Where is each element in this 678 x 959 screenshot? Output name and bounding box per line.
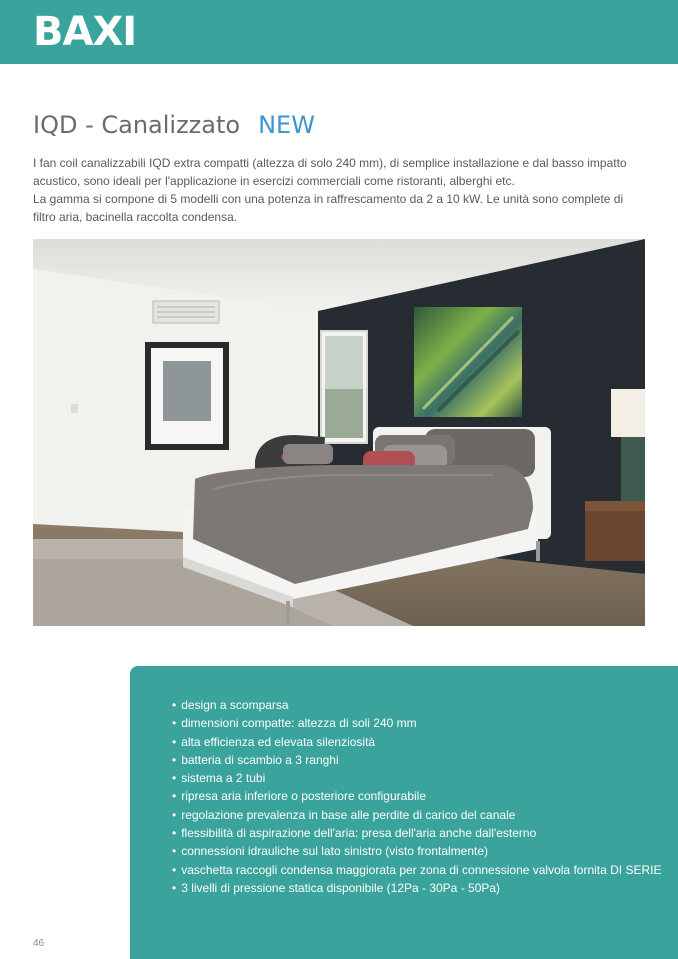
feature-item: • flessibilità di aspirazione dell'aria: presa dell'aria anche dall'esterno [172,824,672,842]
features-list [172,696,672,897]
feature-item: • 3 livelli di pressione statica disponibile (12Pa - 30Pa - 50Pa) [172,879,672,897]
product-title-row [33,108,315,142]
intro-text [33,154,645,226]
feature-item: • alta efficienza ed elevata silenziosità [172,733,672,751]
feature-item: • vaschetta raccogli condensa maggiorata per zona di connessione valvola fornita DI SERIE [172,861,672,879]
product-title: IQD - Canalizzato [33,111,241,139]
feature-item: • batteria di scambio a 3 ranghi [172,751,672,769]
feature-item: • sistema a 2 tubi [172,769,672,787]
feature-item: • regolazione prevalenza in base alle perdite di carico del canale [172,806,672,824]
intro-paragraph: I fan coil canalizzabili IQD extra compatti (altezza di solo 240 mm), di semplice installazione e dal basso impatto acustico, sono ideali per l'applicazione in esercizi commerciali come ristoranti, alberghi etc. [33,156,627,188]
feature-item: • design a scomparsa [172,696,672,714]
bedroom-photo [33,239,645,626]
bedroom-illustration [33,239,645,626]
page-number: 46 [33,938,45,949]
intro-paragraph: La gamma si compone di 5 modelli con una potenza in raffrescamento da 2 a 10 kW. Le unità sono complete di filtro aria, bacinella raccolta condensa. [33,192,624,224]
features-panel [130,666,678,959]
new-tag: NEW [258,111,315,139]
baxi-logo: BAXI [33,9,137,55]
feature-item: • connessioni idrauliche sul lato sinistro (visto frontalmente) [172,842,672,860]
feature-item: • ripresa aria inferiore o posteriore configurabile [172,787,672,805]
header-bar [0,0,678,64]
feature-item: • dimensioni compatte: altezza di soli 240 mm [172,714,672,732]
